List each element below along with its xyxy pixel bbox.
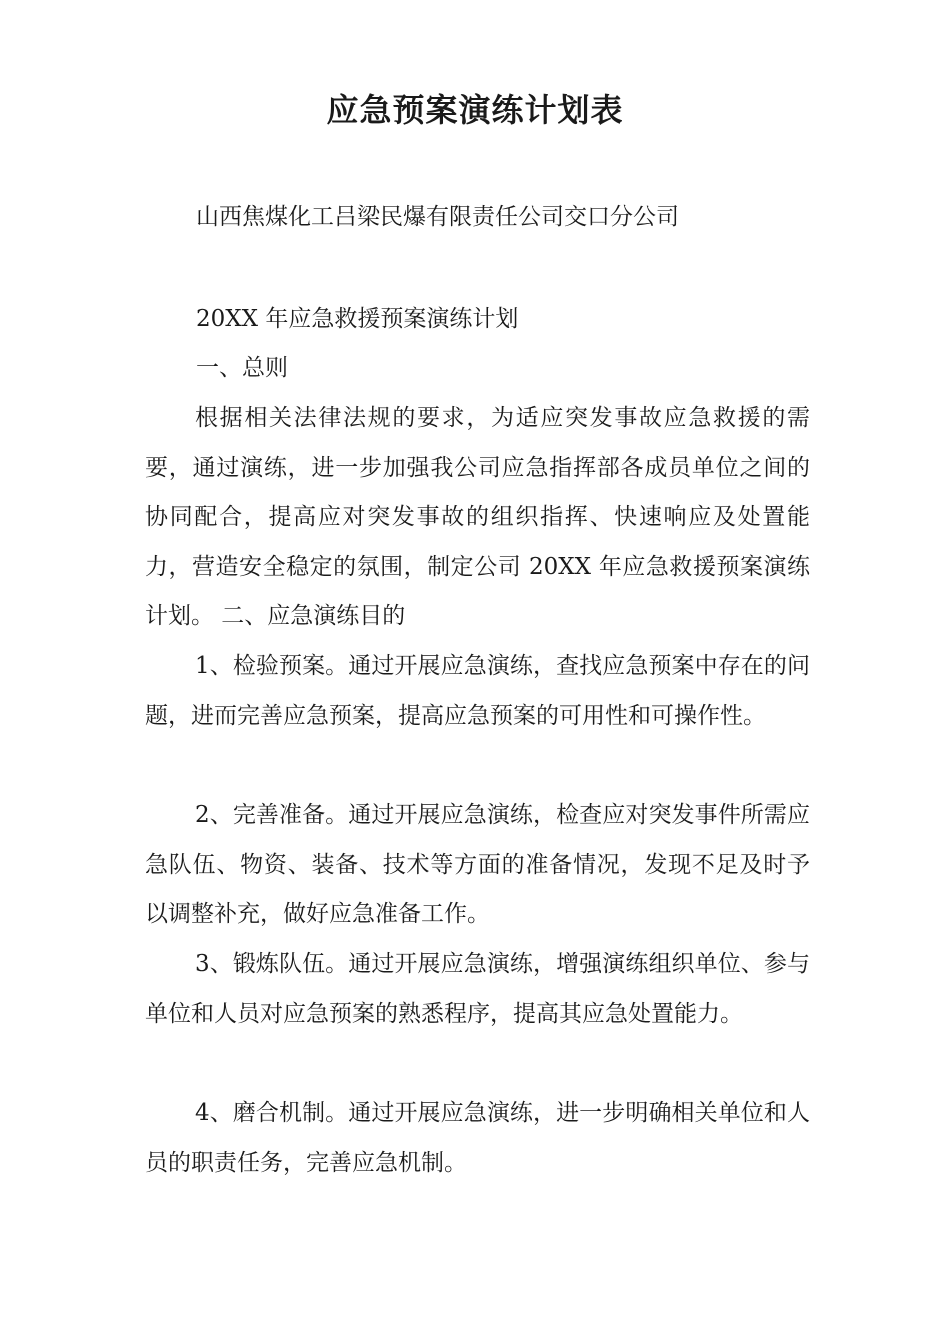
- purpose-item-3: 3、锻炼队伍。通过开展应急演练，增强演练组织单位、参与单位和人员对应急预案的熟悉程序，提高其应急处置能力。: [145, 951, 810, 1027]
- plan-title: 20XX 年应急救援预案演练计划: [196, 306, 519, 332]
- purpose-item-2: 2、完善准备。通过开展应急演练，检查应对突发事件所需应急队伍、物资、装备、技术等方面的准备情况，发现不足及时予以调整补充，做好应急准备工作。: [145, 802, 810, 927]
- purpose-item-1: 1、检验预案。通过开展应急演练，查找应急预案中存在的问题，进而完善应急预案，提高应急预案的可用性和可操作性。: [145, 653, 810, 729]
- company-name: 山西焦煤化工吕梁民爆有限责任公司交口分公司: [196, 204, 679, 230]
- document-title: 应急预案演练计划表: [326, 91, 624, 129]
- section-general-heading: 一、总则: [196, 355, 288, 381]
- general-paragraph: 根据相关法律法规的要求，为适应突发事故应急救援的需要，通过演练，进一步加强我公司应急指挥部各成员单位之间的协同配合，提高应对突发事故的组织指挥、快速响应及处置能力，营造安全稳定的氛围，制定公司 20XX 年应急救援预案演练计划。 二、应急演练目的: [145, 405, 810, 629]
- purpose-item-4: 4、磨合机制。通过开展应急演练，进一步明确相关单位和人员的职责任务，完善应急机制。: [145, 1100, 810, 1176]
